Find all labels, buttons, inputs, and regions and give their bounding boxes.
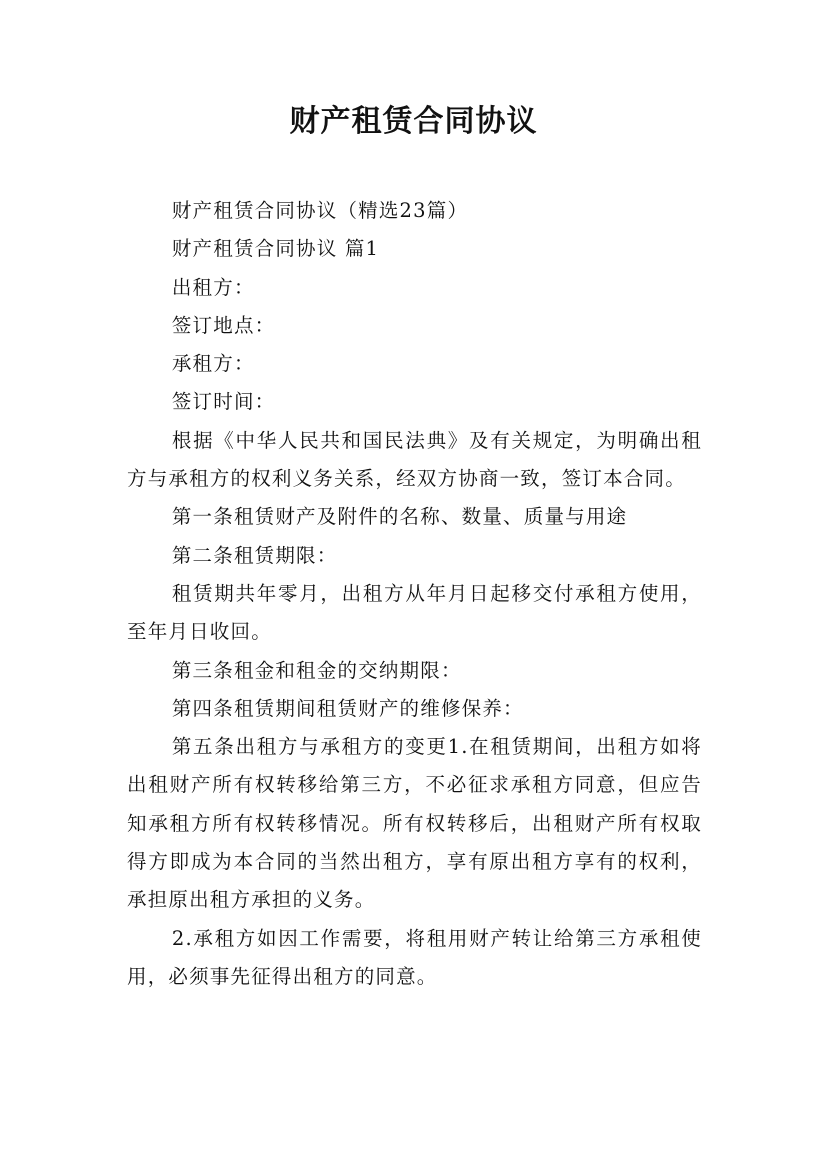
paragraph-lessor: 出租方：: [171, 275, 255, 299]
paragraph-subtitle: 财产租赁合同协议（精选23篇）: [171, 199, 469, 222]
paragraph-article-3: 第三条租金和租金的交纳期限：: [171, 658, 462, 682]
paragraph-article-4: 第四条租赁期间租赁财产的维修保养：: [171, 696, 524, 720]
paragraph-section-heading: 财产租赁合同协议 篇1: [171, 237, 380, 261]
paragraph-article-5: 第五条出租方与承租方的变更1.在租赁期间，出租方如将出租财产所有权转移给第三方，不必征求承租方同意，但应告知承租方所有权转移情况。所有权转移后，出租财产所有权取得方即成为本合同的当然出租方，享有原出租方享有的权利，承担原出租方承担的义务。: [127, 735, 702, 912]
document-title: 财产租赁合同协议: [289, 104, 538, 139]
document-body: [127, 192, 702, 996]
paragraph-article-5-item-2: 2.承租方如因工作需要，将租用财产转让给第三方承租使用，必须事先征得出租方的同意。: [127, 926, 702, 988]
paragraph-signing-place: 签订地点：: [171, 313, 276, 337]
paragraph-article-1: 第一条租赁财产及附件的名称、数量、质量与用途: [171, 505, 628, 529]
paragraph-signing-time: 签订时间：: [171, 390, 276, 414]
paragraph-article-2: 第二条租赁期限：: [171, 543, 338, 567]
paragraph-preamble: 根据《中华人民共和国民法典》及有关规定，为明确出租方与承租方的权利义务关系，经双方协商一致，签订本合同。: [127, 428, 702, 491]
paragraph-lessee: 承租方：: [171, 352, 255, 376]
paragraph-lease-term: 租赁期共年零月，出租方从年月日起移交付承租方使用，至年月日收回。: [127, 581, 702, 644]
